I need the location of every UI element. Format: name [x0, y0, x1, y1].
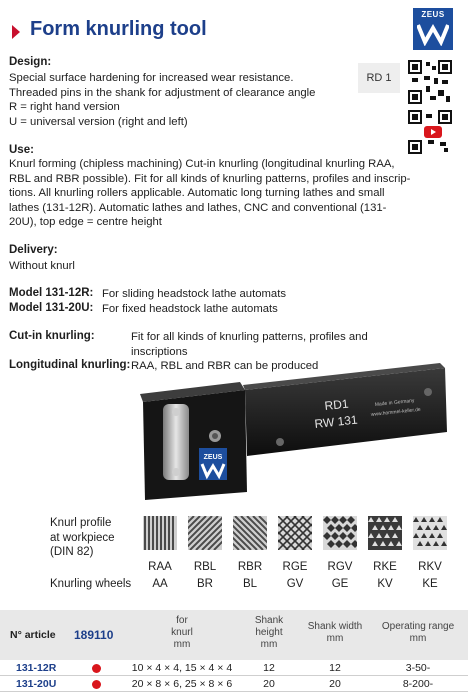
wheel-code: BR: [197, 578, 213, 590]
delivery-text: Without knurl: [9, 260, 75, 272]
tool-label-rw131: RW 131: [313, 412, 359, 431]
header-line: Operating range: [381, 621, 455, 632]
header-line: Shank width: [307, 621, 363, 632]
row-range: 3-50-: [405, 662, 431, 674]
logo-text: ZEUS: [421, 10, 445, 19]
profile-code: RKV: [418, 561, 442, 573]
use-heading: Use:: [9, 144, 34, 156]
delivery-heading: Delivery:: [9, 244, 58, 256]
rd1-badge: RD 1: [358, 63, 400, 93]
pattern-rge-icon: [278, 516, 312, 550]
model-12r-key: Model 131-12R:: [9, 287, 94, 299]
knurl-profile-label: [50, 516, 115, 560]
header-line: height: [255, 627, 283, 638]
wheel-code: GE: [331, 578, 349, 590]
page-header: [0, 14, 468, 50]
profile-code: RAA: [148, 561, 172, 573]
arrow-icon: [12, 25, 20, 39]
use-line: tions. All knurling rollers applicable. Automatic long turning lathes and small: [9, 187, 385, 200]
knurling-wheels-label: Knurling wheels: [50, 578, 132, 590]
cutin-line: Fit for all kinds of knurling patterns, profiles and: [131, 331, 368, 343]
row-width: 12: [329, 662, 341, 674]
availability-dot: [92, 680, 101, 689]
row-knurl: 20 × 8 × 6, 25 × 8 × 6: [131, 678, 233, 690]
knurl-header: [140, 615, 224, 651]
profile-code: RKE: [373, 561, 397, 573]
header-line: Shank: [254, 615, 284, 626]
row-article: 131-20U: [16, 678, 57, 690]
header-line: mm: [173, 639, 191, 650]
pattern-rkv-icon: [413, 516, 447, 550]
design-heading: Design:: [9, 56, 52, 68]
model-20u-key: Model 131-20U:: [9, 302, 94, 314]
pattern-raa-icon: [143, 516, 177, 550]
model-20u-value: For fixed headstock lathe automats: [102, 303, 278, 315]
profile-code: RBL: [193, 561, 217, 573]
zeus-logo: [413, 8, 453, 50]
wheel-code: KE: [422, 578, 438, 590]
use-text: [9, 157, 410, 230]
header-line: mm: [326, 633, 344, 644]
wheel-code: KV: [377, 578, 393, 590]
availability-dot: [92, 664, 101, 673]
row-height: 20: [263, 678, 275, 690]
tool-label-rd1: RD1: [323, 396, 350, 413]
qr-code-icon[interactable]: [408, 60, 452, 104]
page-title: Form knurling tool: [30, 18, 207, 40]
longitudinal-value: RAA, RBL and RBR can be produced: [131, 360, 319, 372]
pattern-rbl-icon: [188, 516, 222, 550]
cutin-key: Cut-in knurling:: [9, 330, 95, 342]
profile-label-line: at workpiece: [50, 531, 115, 544]
operating-range-header: [372, 621, 464, 645]
cutin-value: [131, 330, 368, 359]
pattern-rbr-icon: [233, 516, 267, 550]
tool-label-url: www.hommel-keller.de: [370, 406, 421, 418]
header-line: knurl: [171, 627, 193, 638]
longitudinal-key: Longitudinal knurling:: [9, 359, 131, 371]
row-knurl: 10 × 4 × 4, 15 × 4 × 4: [131, 662, 233, 674]
use-line: 20U), top edge = centre height: [9, 216, 162, 229]
design-line: Special surface hardening for increased wear resistance.: [9, 72, 294, 84]
profile-label-line: (DIN 82): [50, 546, 94, 559]
wheel-code: BL: [242, 578, 258, 590]
profile-label-line: Knurl profile: [50, 517, 112, 529]
wheel-code: GV: [286, 578, 304, 590]
table-row: [0, 676, 468, 692]
logo-mark-icon: [417, 22, 449, 46]
row-article: 131-12R: [16, 662, 57, 674]
shank-height-header: [242, 615, 296, 651]
wheel-code: AA: [152, 578, 168, 590]
design-text: [9, 71, 315, 129]
pattern-rgv-icon: [323, 516, 357, 550]
article-number: 189110: [74, 628, 114, 642]
pattern-rke-icon: [368, 516, 402, 550]
design-line: R = right hand version: [9, 101, 120, 114]
profile-code: RGE: [282, 561, 308, 573]
table-row: [0, 660, 468, 676]
profile-code: RBR: [237, 561, 263, 573]
row-height: 12: [263, 662, 275, 674]
row-range: 8-200-: [402, 678, 434, 690]
header-line: for: [176, 615, 188, 626]
profile-code: RGV: [327, 561, 353, 573]
header-line: mm: [260, 639, 278, 650]
cutin-line: inscriptions: [131, 345, 188, 358]
article-header: N° article: [10, 629, 56, 641]
model-12r-value: For sliding headstock lathe automats: [102, 288, 286, 300]
video-play-icon[interactable]: [424, 126, 442, 138]
design-line: Threaded pins in the shank for adjustment of clearance angle: [9, 86, 316, 99]
tool-brand: ZEUS: [203, 454, 223, 461]
shank-width-header: [300, 621, 370, 645]
use-line: Knurl forming (chipless machining) Cut-in knurling (longitudinal knurling RAA,: [9, 158, 395, 170]
use-line: lathes (131-12R). Automatic lathes and lathes, CNC and conventional (131-: [9, 201, 387, 214]
tool-image: [135, 360, 455, 510]
design-line: U = universal version (right and left): [9, 115, 188, 128]
use-line: RBL and RBR possible). Fit for all kinds of knurling patterns, profiles and inscrip-: [9, 172, 411, 185]
tool-label-made: Made in Germany: [374, 397, 415, 408]
row-width: 20: [329, 678, 341, 690]
header-line: mm: [409, 633, 427, 644]
